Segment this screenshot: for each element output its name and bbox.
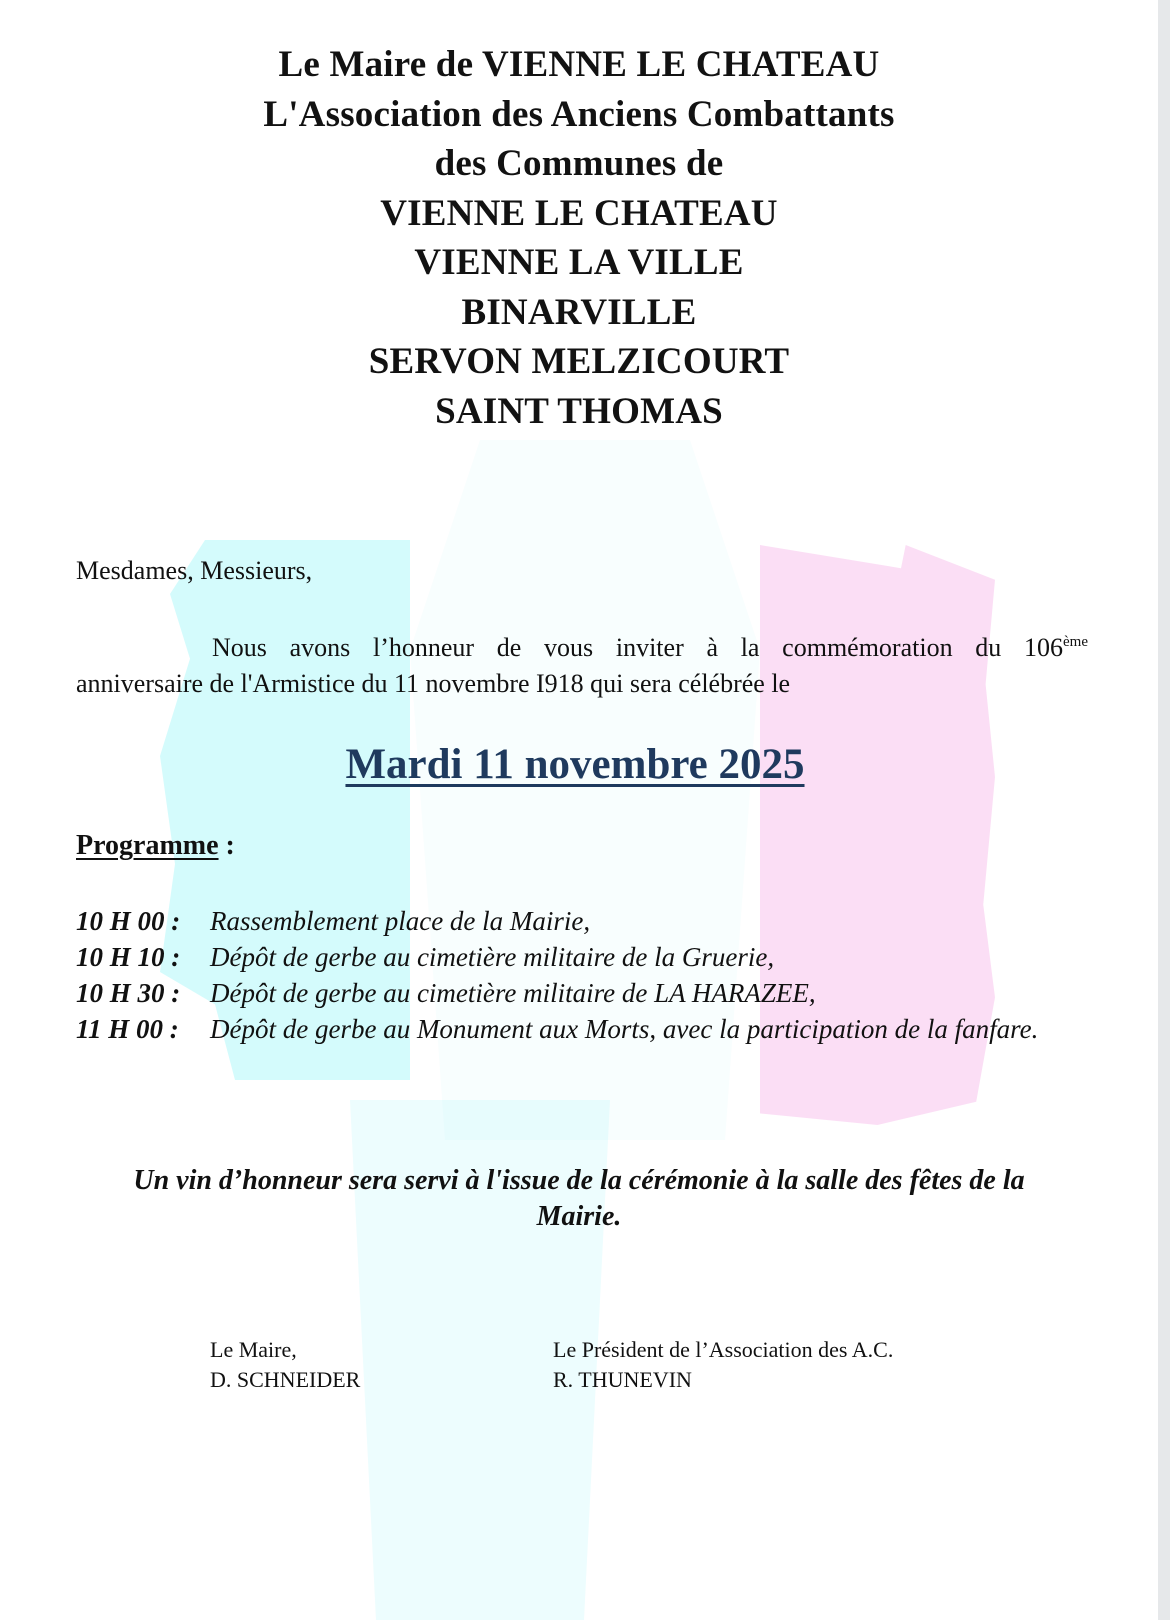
header-line: L'Association des Anciens Combattants [263, 93, 895, 135]
signature-name: R. THUNEVIN [553, 1367, 692, 1392]
ordinal-superscript: ème [1063, 634, 1088, 650]
programme-text: Dépôt de gerbe au Monument aux Morts, avec la participation de la fanfare. [210, 1014, 1039, 1044]
programme-text: Dépôt de gerbe au cimetière militaire de LA HARAZEE, [210, 978, 816, 1008]
programme-time: 10 H 00 : [76, 906, 181, 936]
programme-time: 10 H 30 : [76, 978, 181, 1008]
header-line: VIENNE LE CHATEAU [380, 192, 778, 234]
programme-text: Dépôt de gerbe au cimetière militaire de la Gruerie, [210, 942, 775, 972]
header-line: BINARVILLE [461, 291, 697, 333]
header-line: SERVON MELZICOURT [368, 341, 790, 382]
list-item [76, 975, 1090, 1011]
greeting: Mesdames, Messieurs, [76, 556, 313, 585]
invitation-text-1: Nous avons l’honneur de vous inviter à la commémoration du 106 [212, 633, 1064, 662]
list-item [76, 1011, 1090, 1047]
page-edge [1158, 0, 1170, 1620]
programme-title: Programme [76, 830, 219, 861]
closing-line: Un vin d’honneur sera servi à l'issue de la cérémonie à la salle des fêtes de la [133, 1165, 1025, 1196]
event-date-text: Mardi 11 novembre 2025 [345, 741, 805, 788]
signature-name: D. SCHNEIDER [210, 1367, 361, 1392]
list-item [76, 903, 1090, 939]
programme-list [76, 903, 1090, 1047]
header-line: SAINT THOMAS [435, 390, 723, 432]
header-line: Le Maire de VIENNE LE CHATEAU [278, 44, 880, 85]
programme-time: 11 H 00 : [76, 1014, 179, 1044]
closing-note [60, 1163, 1098, 1235]
signature-president [553, 1335, 893, 1395]
signature-role: Le Maire, [210, 1337, 297, 1362]
signature-mayor [210, 1335, 360, 1395]
programme-heading [76, 830, 235, 862]
header-line: des Communes de [434, 143, 724, 184]
programme-title-suffix: : [218, 830, 235, 861]
header-line: VIENNE LA VILLE [414, 242, 744, 283]
list-item [76, 939, 1090, 975]
programme-time: 10 H 10 : [76, 942, 181, 972]
invitation-line-2: anniversaire de l'Armistice du 11 novembre I918 qui sera célébrée le [76, 669, 791, 698]
header-block [0, 40, 1158, 436]
programme-text: Rassemblement place de la Mairie, [210, 906, 591, 936]
closing-line: Mairie. [536, 1201, 622, 1232]
event-date [0, 740, 1158, 789]
invitation-paragraph [76, 630, 1088, 702]
signature-role: Le Président de l’Association des A.C. [553, 1337, 894, 1362]
invitation-line-1 [76, 630, 1088, 666]
